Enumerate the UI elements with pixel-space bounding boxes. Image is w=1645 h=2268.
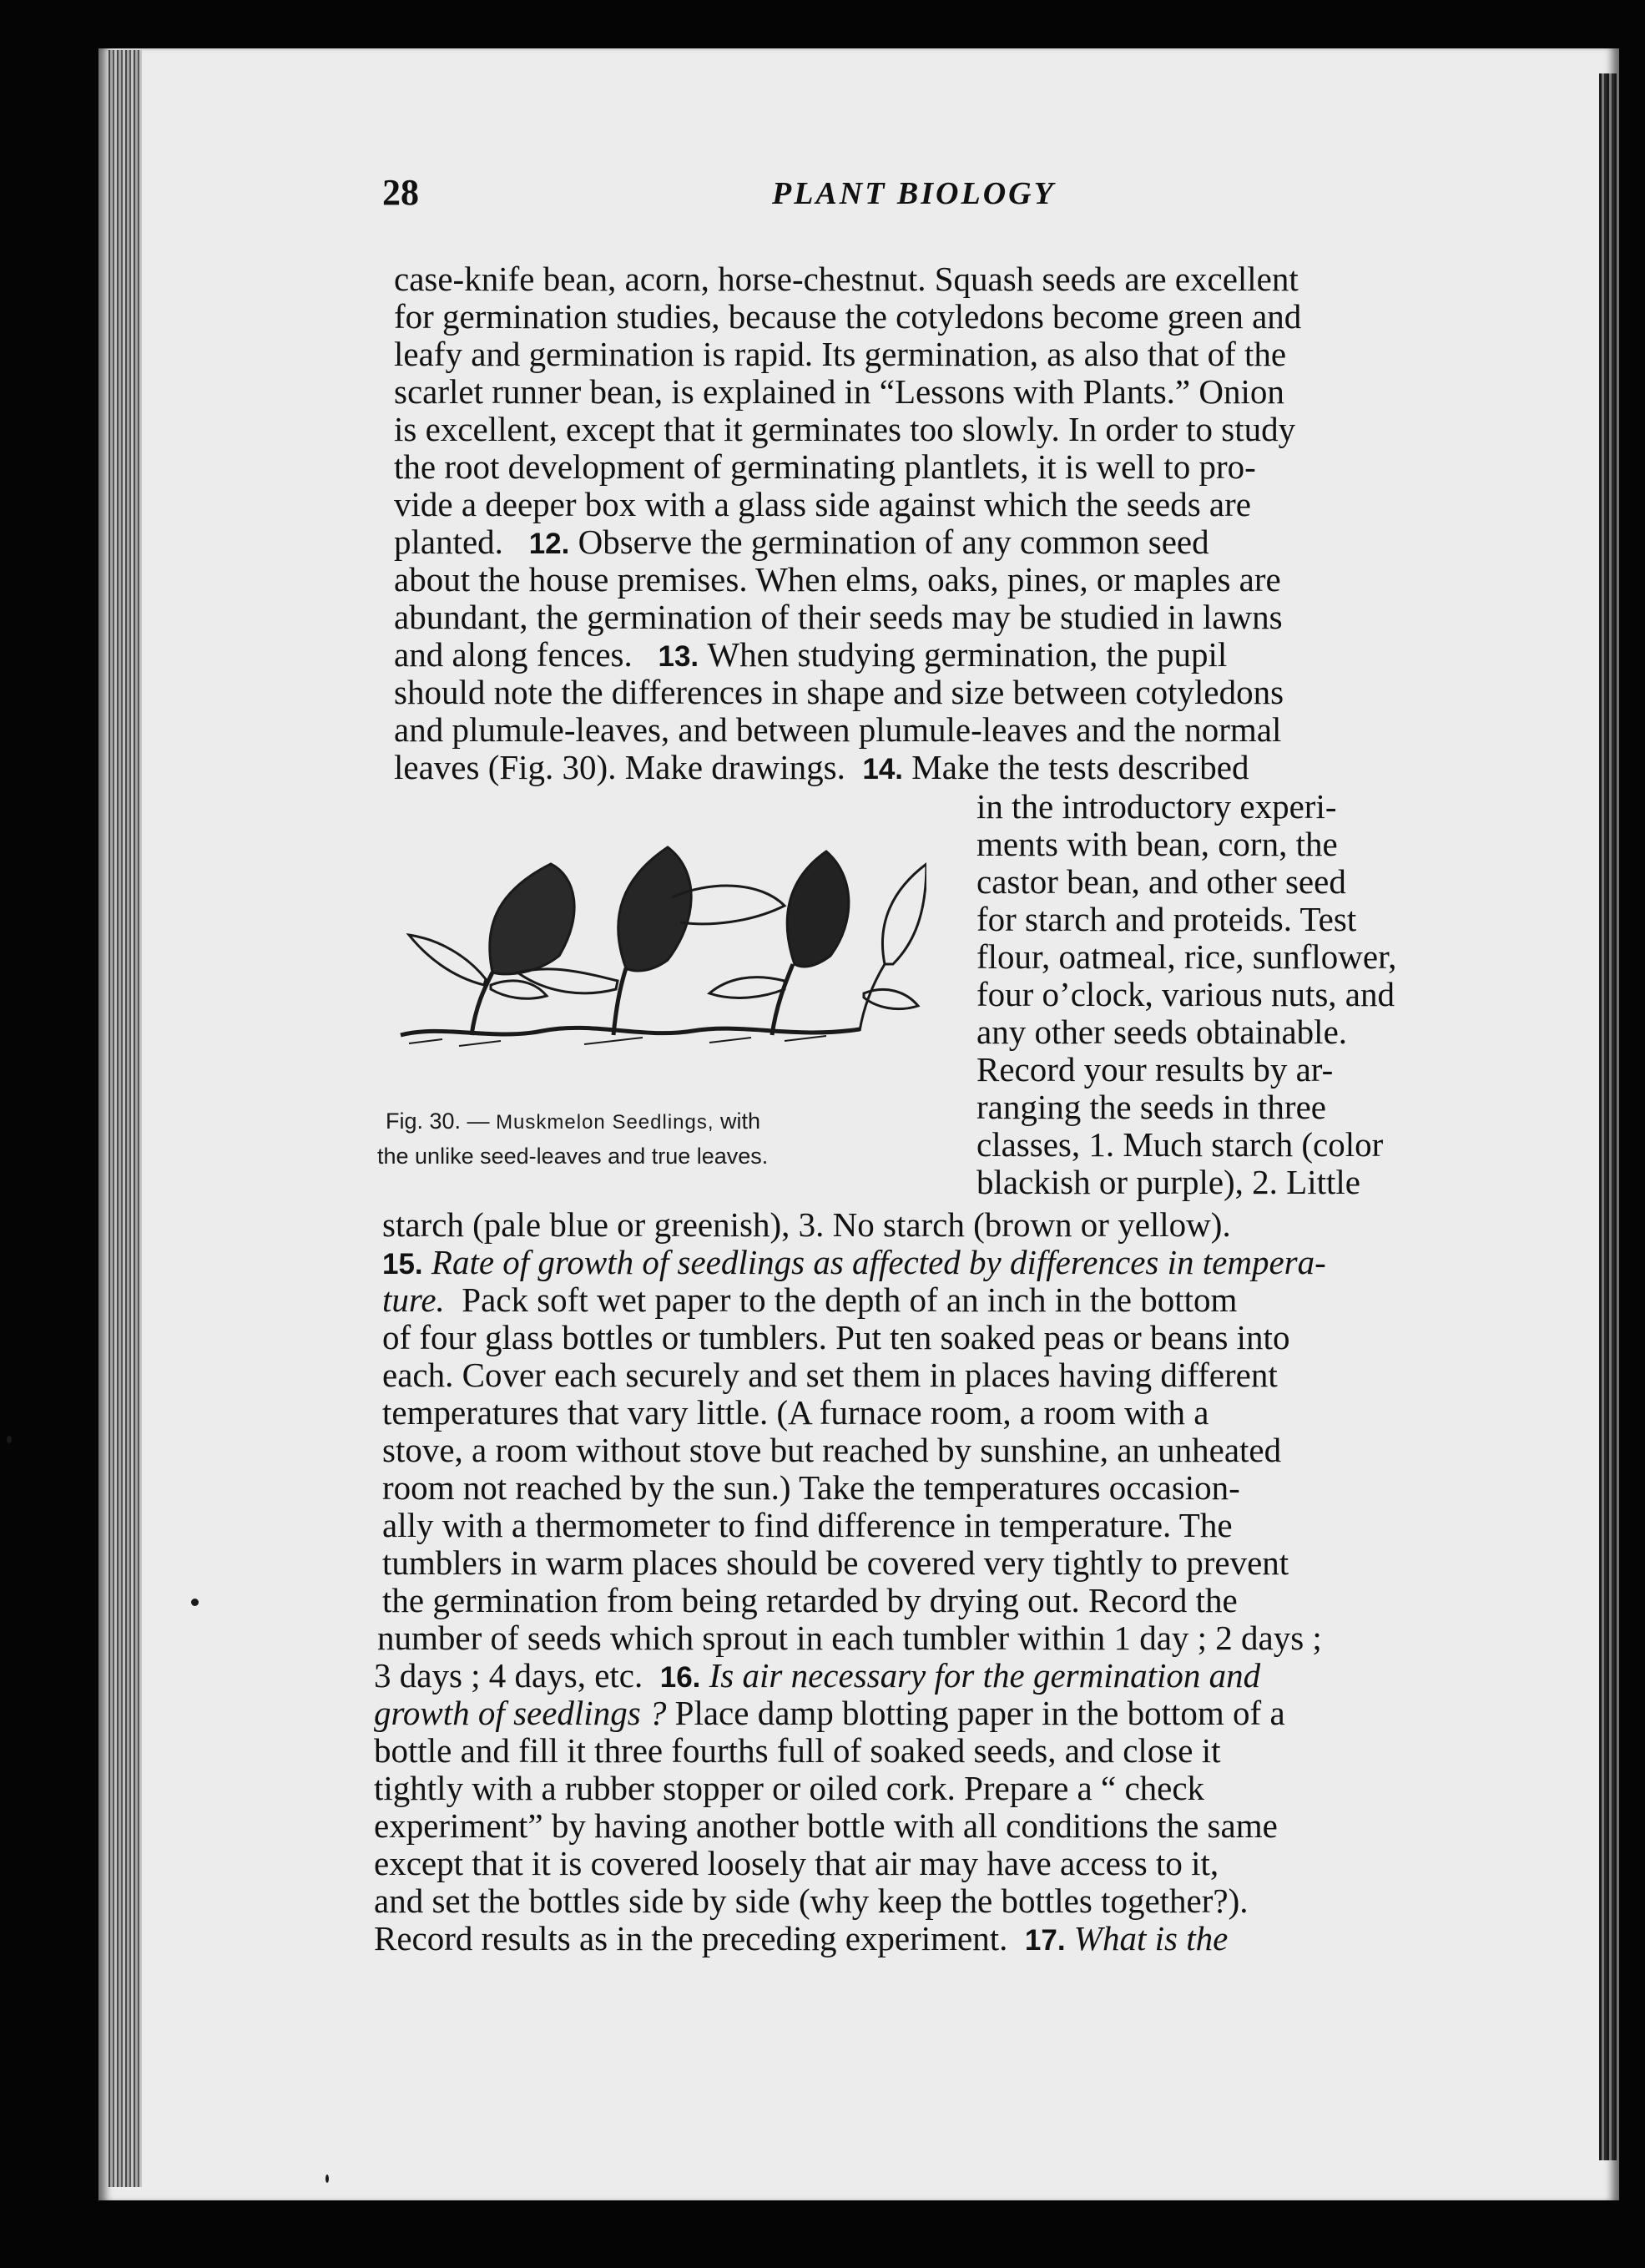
text-line: flour, oatmeal, rice, sunflower, xyxy=(976,937,1397,976)
text-line: tightly with a rubber stopper or oiled cork. Prepare a “ check xyxy=(374,1769,1205,1807)
text-line: four o’clock, various nuts, and xyxy=(976,975,1395,1013)
text-segment-italic: Rate of growth of seedlings as affected by differences in tempera- xyxy=(431,1243,1326,1281)
text-line: blackish or purple), 2. Little xyxy=(976,1163,1360,1201)
text-segment: When studying germination, the pupil xyxy=(707,635,1228,674)
text-line: the root development of germinating plantlets, it is well to pro- xyxy=(394,447,1256,486)
text-line: the germination from being retarded by drying out. Record the xyxy=(382,1581,1238,1619)
text-line xyxy=(374,1920,1421,1959)
item-number: 15. xyxy=(382,1248,423,1280)
text-segment: leaves (Fig. 30). Make drawings. xyxy=(394,748,845,786)
text-line: is excellent, except that it germinates too slowly. In order to study xyxy=(394,410,1296,448)
text-segment: and along fences. xyxy=(394,635,633,674)
ink-speck xyxy=(7,1436,12,1443)
page-binding-edge-right xyxy=(1599,73,1617,2160)
text-line: starch (pale blue or greenish), 3. No starch (brown or yellow). xyxy=(382,1205,1231,1244)
running-head: PLANT BIOLOGY xyxy=(772,176,1056,211)
text-segment: planted. xyxy=(394,523,503,561)
caption-fig-label: Fig. 30. — xyxy=(386,1109,490,1134)
text-segment: 3 days ; 4 days, etc. xyxy=(374,1656,643,1695)
text-line: should note the differences in shape and size between cotyledons xyxy=(394,673,1284,711)
text-line: and set the bottles side by side (why keep the bottles together?). xyxy=(374,1882,1249,1920)
text-segment-italic: Is air necessary for the germination and xyxy=(709,1656,1261,1695)
text-line xyxy=(382,1244,1430,1283)
text-line: room not reached by the sun.) Take the temperatures occasion- xyxy=(382,1468,1240,1507)
page-number: 28 xyxy=(382,172,419,213)
ink-speck xyxy=(325,2175,329,2183)
text-line: tumblers in warm places should be covered very tightly to prevent xyxy=(382,1543,1289,1582)
page-binding-edge-left xyxy=(108,50,142,2187)
text-line: number of seeds which sprout in each tumbler within 1 day ; 2 days ; xyxy=(377,1619,1322,1657)
text-line: leafy and germination is rapid. Its germination, as also that of the xyxy=(394,335,1287,373)
text-segment: Make the tests described xyxy=(911,748,1249,786)
caption-text: with xyxy=(720,1109,761,1134)
ink-speck xyxy=(191,1599,199,1606)
text-line: stove, a room without stove but reached by sunshine, an unheated xyxy=(382,1431,1282,1469)
seedlings-illustration-icon xyxy=(392,831,926,1081)
text-line: bottle and fill it three fourths full of soaked seeds, and close it xyxy=(374,1731,1221,1770)
text-line: classes, 1. Much starch (color xyxy=(976,1125,1384,1164)
text-line: case-knife bean, acorn, horse-chestnut. Squash seeds are excellent xyxy=(394,260,1299,298)
text-line: about the house premises. When elms, oaks, pines, or maples are xyxy=(394,560,1281,599)
text-line xyxy=(374,1657,1421,1696)
text-segment-italic: ture. xyxy=(382,1280,445,1319)
text-segment: Record results as in the preceding experiment. xyxy=(374,1919,1008,1957)
text-segment: Place damp blotting paper in the bottom of a xyxy=(674,1694,1285,1732)
figure-muskmelon-seedlings xyxy=(392,831,926,1081)
text-line: experiment” by having another bottle with all conditions the same xyxy=(374,1806,1278,1845)
text-segment-italic: growth of seedlings ? xyxy=(374,1694,667,1732)
text-line: any other seeds obtainable. xyxy=(976,1013,1348,1051)
text-line: and plumule-leaves, and between plumule-leaves and the normal xyxy=(394,710,1282,749)
text-line xyxy=(394,523,1441,563)
text-segment: Observe the germination of any common seed xyxy=(578,523,1209,561)
text-line: vide a deeper box with a glass side against which the seeds are xyxy=(394,485,1251,523)
item-number: 14. xyxy=(862,753,904,785)
item-number: 16. xyxy=(659,1661,701,1694)
text-line: scarlet runner bean, is explained in “Lessons with Plants.” Onion xyxy=(394,372,1284,411)
text-line: for germination studies, because the cotyledons become green and xyxy=(394,297,1302,336)
figure-caption xyxy=(386,1109,760,1134)
text-segment: Pack soft wet paper to the depth of an inch in the bottom xyxy=(462,1280,1238,1319)
caption-title: Muskmelon Seedlings, xyxy=(496,1111,714,1134)
text-line: except that it is covered loosely that air may have access to it, xyxy=(374,1844,1219,1882)
text-line: abundant, the germination of their seeds may be studied in lawns xyxy=(394,598,1283,636)
text-line: in the introductory experi- xyxy=(976,787,1337,826)
figure-caption-line: the unlike seed-leaves and true leaves. xyxy=(377,1144,769,1169)
text-line: each. Cover each securely and set them in places having different xyxy=(382,1356,1278,1394)
text-line: ments with bean, corn, the xyxy=(976,825,1338,863)
text-line xyxy=(382,1281,1430,1319)
item-number: 12. xyxy=(528,528,570,560)
text-line: for starch and proteids. Test xyxy=(976,900,1357,938)
text-line: temperatures that vary little. (A furnace room, a room with a xyxy=(382,1393,1209,1432)
text-line: ranging the seeds in three xyxy=(976,1088,1326,1126)
item-number: 13. xyxy=(658,640,699,673)
text-segment-italic: What is the xyxy=(1073,1919,1229,1957)
text-line xyxy=(394,636,1441,675)
item-number: 17. xyxy=(1024,1924,1066,1957)
text-line: ally with a thermometer to find difference in temperature. The xyxy=(382,1506,1233,1544)
text-line xyxy=(394,749,1441,788)
text-line xyxy=(374,1695,1421,1732)
text-line: Record your results by ar- xyxy=(976,1050,1334,1089)
text-line: castor bean, and other seed xyxy=(976,862,1346,901)
text-line: of four glass bottles or tumblers. Put ten soaked peas or beans into xyxy=(382,1318,1290,1356)
